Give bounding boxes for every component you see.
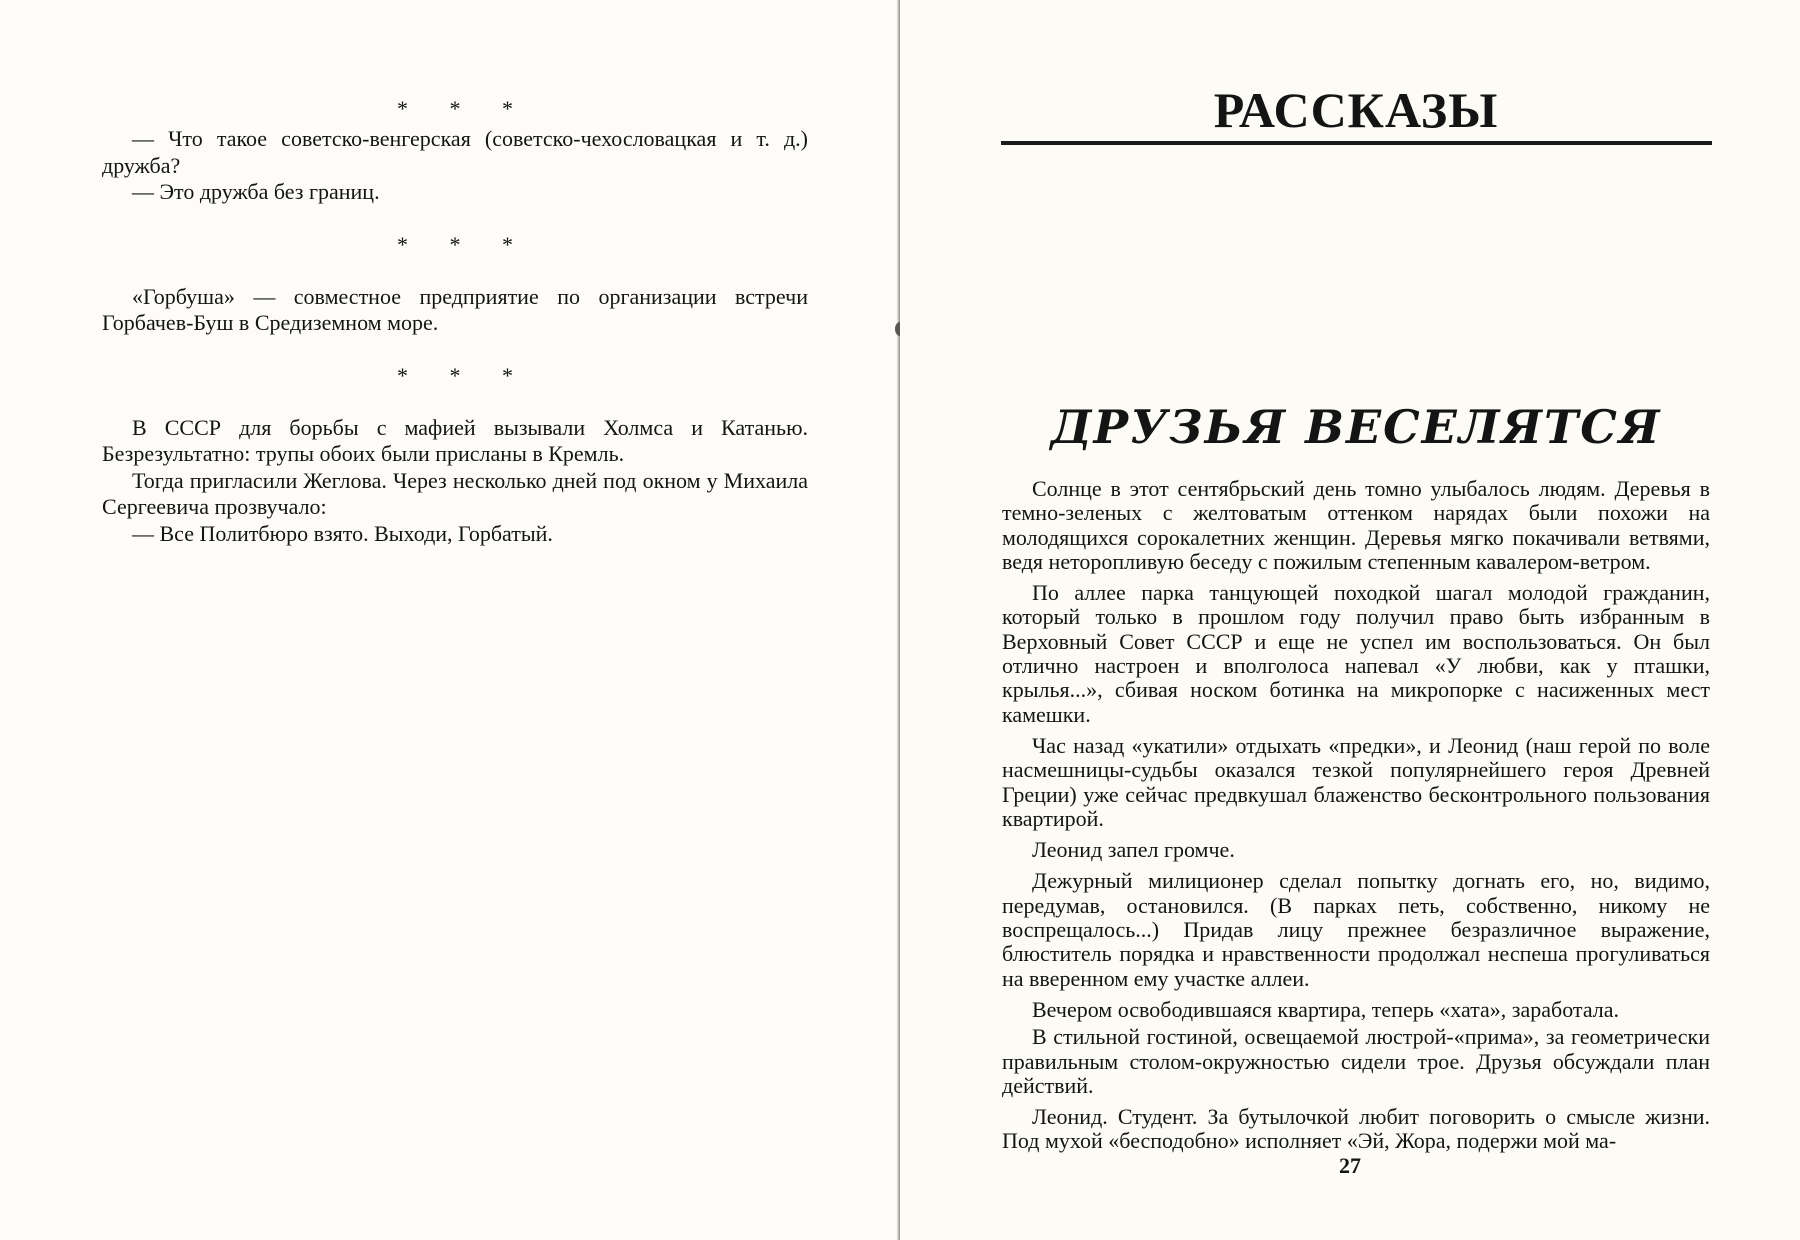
story-text [1002, 477, 1710, 1154]
page-number: 27 [1339, 1153, 1361, 1178]
story-paragraph: В стильной гостиной, освещаемой люстрой-«прима», за геометрически правильным столом-окружностью сидели трое. Друзья обсуждали план действий. [1002, 1024, 1710, 1098]
story-paragraph: Час назад «укатили» отдыхать «предки», и Леонид (наш герой по воле насмешницы-судьбы оказался тезкой популярнейшего героя Древней Греции) уже сейчас предвкушал блаженство бесконтрольного пользования квартирой. [1002, 732, 1710, 831]
joke-line: — Это дружба без границ. [132, 179, 380, 204]
joke-separator: * * * [397, 96, 531, 121]
joke-separator: * * * [397, 362, 531, 388]
story-paragraph: По аллее парка танцующей походкой шагал молодой гражданин, который только в прошлом году получил право быть избранным в Верховный Совет СССР и еще не успел им воспользоваться. Он был отлично настроен и вполголоса напевал «У любви, как у пташки, крылья...», сбивая носком ботинка на микропорке с насиженных мест камешки. [1002, 580, 1710, 727]
joke-line: — Все Политбюро взято. Выходи, Горбатый. [132, 520, 553, 546]
story-paragraph: Дежурный милиционер сделал попытку догнать его, но, видимо, передумав, остановился. (В парках петь, собственно, никому не воспрещалось...) Придав лицу прежнее безразличное выражение, блюститель порядка и нравственности продолжал неспеша прогуливаться на вверенном ему участке аллеи. [1002, 868, 1710, 991]
story-paragraph: Солнце в этот сентябрьский день томно улыбалось людям. Деревья в темно-зеленых с желтоватым оттенком нарядах были похожи на молодящихся сорокалетних женщин. Деревья мягко покачивали ветвями, ведя неторопливую беседу с пожилым степенным кавалером-ветром. [1002, 476, 1710, 574]
joke-line: Тогда пригласили Жеглова. Через несколько дней под окном у Михаила Сергеевича прозвучало: [102, 467, 808, 519]
story-paragraph: Леонид запел громче. [1032, 837, 1235, 863]
jokes-column [102, 96, 808, 547]
joke-block [102, 232, 808, 337]
joke-line: «Горбуша» — совместное предприятие по организации встречи Горбачев-Буш в Средиземном море. [102, 283, 808, 335]
joke-line: — Что такое советско-венгерская (советско-чехословацкая и т. д.) дружба? [102, 126, 808, 178]
joke-block [102, 363, 808, 548]
joke-line: В СССР для борьбы с мафией вызывали Холмса и Катанью. Безрезультатно: трупы обоих были присланы в Кремль. [102, 414, 808, 466]
title-rule [1001, 141, 1712, 145]
joke-separator: * * * [397, 231, 531, 257]
story-title: ДРУЗЬЯ ВЕСЕЛЯТСЯ [1050, 400, 1662, 454]
story-paragraph: Вечером освободившаяся квартира, теперь «хата», заработала. [1032, 996, 1620, 1022]
joke-block [102, 96, 808, 206]
section-title: РАССКАЗЫ [1213, 82, 1499, 138]
story-paragraph: Леонид. Студент. За бутылочкой любит поговорить о смысле жизни. Под мухой «бесподобно» исполняет «Эй, Жора, подержи мой ма- [1002, 1104, 1710, 1154]
